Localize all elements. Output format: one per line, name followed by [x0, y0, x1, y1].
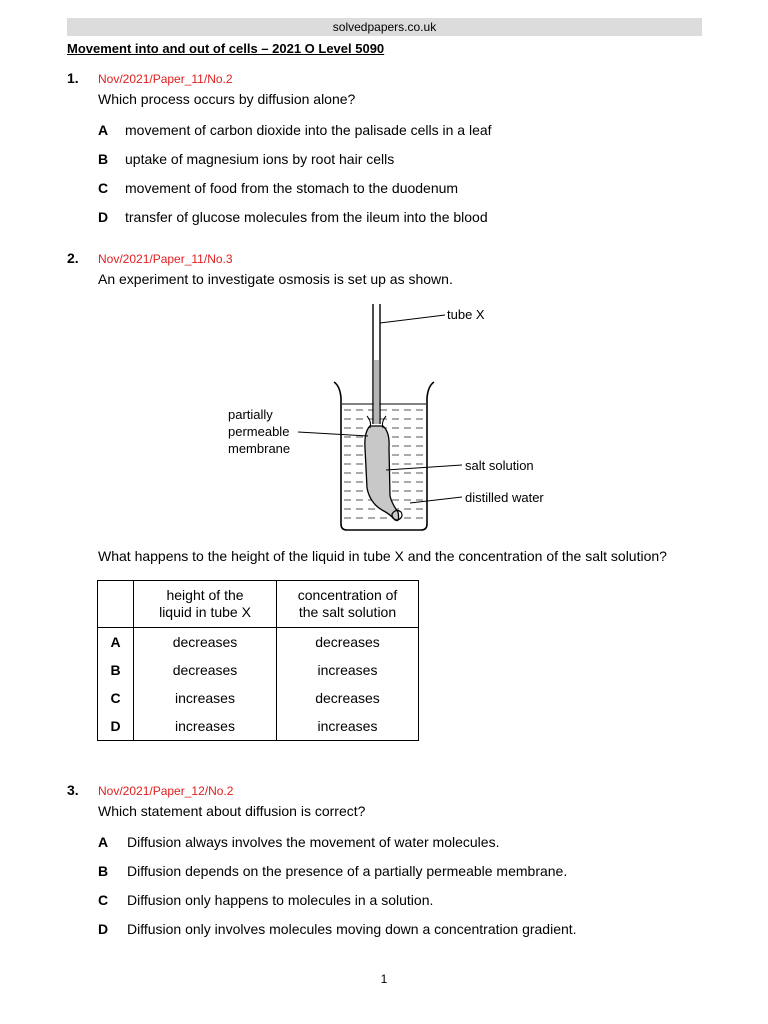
- q3-option-c-text: Diffusion only happens to molecules in a solution.: [127, 892, 434, 908]
- header-concentration-line2: the salt solution: [298, 604, 397, 620]
- row-concentration: increases: [277, 656, 419, 684]
- question-3-prompt: Which statement about diffusion is correct?: [98, 803, 366, 819]
- table-row: [98, 712, 419, 741]
- label-membrane-line1: partially: [228, 407, 273, 422]
- table-header-concentration: [277, 581, 419, 628]
- q1-option-b-letter: B: [98, 151, 109, 167]
- q1-option-c-letter: C: [98, 180, 109, 196]
- tube-x-liquid: [374, 360, 380, 424]
- table-header-height: [134, 581, 277, 628]
- q1-option-c-text: movement of food from the stomach to the duodenum: [125, 180, 459, 196]
- page-number: 1: [380, 972, 388, 986]
- document-title: Movement into and out of cells – 2021 O Level 5090: [67, 41, 385, 56]
- label-distilled-water: distilled water: [465, 490, 544, 505]
- q3-option-a-text: Diffusion always involves the movement of water molecules.: [127, 834, 500, 850]
- q1-option-a-text: movement of carbon dioxide into the palisade cells in a leaf: [125, 122, 492, 138]
- row-concentration: increases: [277, 712, 419, 741]
- label-membrane-line2: permeable: [228, 424, 290, 439]
- site-name: solvedpapers.co.uk: [332, 20, 437, 34]
- question-3-number: 3.: [67, 782, 79, 798]
- row-letter: C: [98, 684, 134, 712]
- question-1-reference: Nov/2021/Paper_11/No.2: [98, 72, 233, 86]
- table-header-blank: [98, 581, 134, 628]
- q3-option-a-letter: A: [98, 834, 109, 850]
- row-letter: D: [98, 712, 134, 741]
- q3-option-d-letter: D: [98, 921, 109, 937]
- table-row: [98, 628, 419, 657]
- q1-option-a-letter: A: [98, 122, 109, 138]
- label-tube-x: tube X: [447, 307, 485, 322]
- header-height-line2: liquid in tube X: [159, 604, 251, 620]
- row-concentration: decreases: [277, 628, 419, 657]
- question-2-question: What happens to the height of the liquid in tube X and the concentration of the salt solution?: [98, 548, 667, 564]
- question-1-number: 1.: [67, 70, 79, 86]
- question-2-reference: Nov/2021/Paper_11/No.3: [98, 252, 233, 266]
- table-row: [98, 684, 419, 712]
- q3-option-c-letter: C: [98, 892, 109, 908]
- row-concentration: decreases: [277, 684, 419, 712]
- question-2-number: 2.: [67, 250, 79, 266]
- q3-option-b-letter: B: [98, 863, 109, 879]
- table-row: [98, 656, 419, 684]
- header-height-line1: height of the: [166, 587, 244, 603]
- question-1-prompt: Which process occurs by diffusion alone?: [98, 91, 356, 107]
- answer-table: [97, 580, 419, 741]
- site-header: [67, 18, 702, 36]
- row-height: increases: [134, 684, 277, 712]
- row-letter: B: [98, 656, 134, 684]
- question-2-prompt: An experiment to investigate osmosis is set up as shown.: [98, 271, 453, 287]
- q3-option-b-text: Diffusion depends on the presence of a partially permeable membrane.: [127, 863, 568, 879]
- q3-option-d-text: Diffusion only involves molecules moving down a concentration gradient.: [127, 921, 577, 937]
- row-height: decreases: [134, 656, 277, 684]
- table-header-row: [98, 581, 419, 628]
- label-salt-solution: salt solution: [465, 458, 534, 473]
- q1-option-b-text: uptake of magnesium ions by root hair cells: [125, 151, 395, 167]
- row-letter: A: [98, 628, 134, 657]
- osmosis-apparatus-diagram: [220, 298, 560, 538]
- q1-option-d-text: transfer of glucose molecules from the ileum into the blood: [125, 209, 488, 225]
- label-membrane-line3: membrane: [228, 441, 291, 456]
- row-height: decreases: [134, 628, 277, 657]
- row-height: increases: [134, 712, 277, 741]
- question-3-reference: Nov/2021/Paper_12/No.2: [98, 784, 234, 798]
- q1-option-d-letter: D: [98, 209, 109, 225]
- header-concentration-line1: concentration of: [297, 587, 398, 603]
